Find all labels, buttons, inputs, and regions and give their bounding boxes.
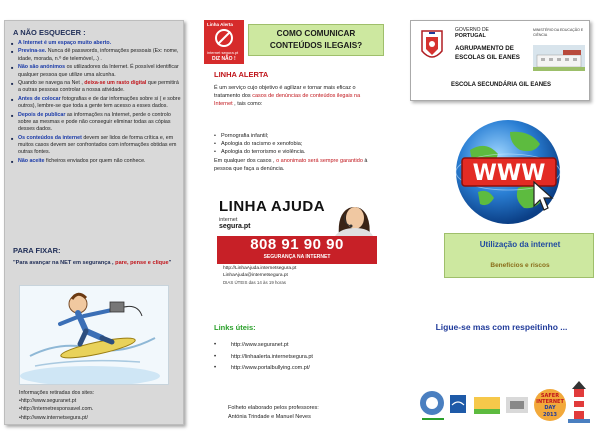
brochure-title: Utilização da internet	[479, 240, 561, 249]
prohibition-icon	[215, 29, 233, 47]
education-logo	[474, 397, 500, 414]
school-emblem-icon	[419, 27, 445, 67]
sources-title: Informações retiradas dos sites:	[19, 390, 95, 396]
middle-panel	[200, 0, 390, 447]
list-item: • Pornografia infantil;	[214, 132, 380, 140]
svg-text:SAFER: SAFER	[540, 393, 560, 399]
linha-ajuda-banner: LINHA AJUDA internet segura.pt 808 91 90 90 SEGURANÇA NA INTERNET http://LinhaAjuda.internetsegura.pt LinhaAjuda@internetsegura.pt DIAS ÚTEIS das 14 às 19 horas	[217, 196, 377, 294]
tip-item: ■ Previna-se. Nunca dê passwords, informações pessoais (Ex: nome, idade, morada, n.º de telemóvel,..) .	[11, 48, 181, 63]
tip-item: ■ A Internet é um espaço muito aberto.	[11, 40, 181, 47]
tip-item: ■ Não aceite ficheiros enviados por quem não conhece.	[11, 158, 181, 165]
school-header-card	[410, 20, 590, 101]
svg-text:2013: 2013	[543, 412, 557, 418]
school-building-image	[533, 45, 585, 71]
svg-text:DAY: DAY	[544, 405, 556, 411]
credit-line: Folheto elaborado pelos professores:	[228, 405, 319, 411]
illegal-content-list	[214, 132, 380, 157]
brochure-subtitle: Benefícios e riscos	[490, 262, 550, 269]
partner-logos	[414, 375, 599, 430]
linha-ajuda-title: LINHA AJUDA	[219, 198, 326, 215]
helpline-number[interactable]: 808 91 90 90	[250, 236, 344, 253]
source-link[interactable]: •http://internetresponsavel.com.	[19, 406, 94, 413]
tip-item: ■ Os conteúdos da internet devem ser lidos de forma crítica e, em muitos casos devem ser confrontados com informações obtidas em outras fontes.	[11, 135, 181, 157]
useful-link[interactable]: • http://linhaalerta.internetsegura.pt	[214, 352, 380, 364]
linha-alerta-title: LINHA ALERTA	[214, 70, 269, 79]
safer-internet-day-logo	[534, 389, 566, 421]
useful-link[interactable]: • http://www.portalbullying.com.pt/	[214, 363, 380, 375]
list-item: • Apologia do terrorismo e violência.	[214, 148, 380, 156]
seguranet-logo	[420, 391, 444, 419]
slogan: Ligue-se mas com respeitinho ...	[435, 322, 568, 332]
tip-item: ■ Quando se navega na Net , deixa-se um rasto digital que permitirá a outras pessoas controlar a nossa atividade.	[11, 80, 181, 95]
blue-logo	[450, 395, 466, 413]
linha-alerta-logo: Linha Alerta internet segura.pt DIZ NÃO !	[204, 20, 244, 64]
credit-names: Antónia Trindade e Manuel Neves	[228, 414, 311, 420]
agrupamento-line1: AGRUPAMENTO DE	[455, 45, 514, 52]
source-link[interactable]: •http://www.internetsegura.pt/	[19, 414, 88, 421]
lighthouse-logo	[568, 381, 590, 423]
communicate-box: COMO COMUNICAR CONTEÚDOS ILEGAIS?	[248, 24, 384, 56]
tips-list	[11, 40, 181, 166]
helpline-url[interactable]: http://LinhaAjuda.internetsegura.pt	[223, 266, 297, 271]
right-panel	[404, 0, 599, 447]
tip-item: ■ Não são anónimos os utilizadores da Internet. É possível identificar qualquer pessoa que utilize uma alcunha.	[11, 64, 181, 79]
anonymity-note: Em qualquer dos casos , o anonimato será sempre garantido à pessoa que faça a denúncia.	[214, 158, 368, 173]
left-panel	[4, 20, 184, 425]
tip-item: ■ Depois de publicar as informações na Internet, perde o controlo sobre as mesmas e pode não conseguir eliminar todas as cópias desses dados.	[11, 112, 181, 134]
www-globe-icon	[448, 110, 568, 230]
useful-links	[214, 340, 380, 375]
globe-www-text: WWW	[472, 161, 546, 186]
government-logo: GOVERNO DE PORTUGAL	[455, 27, 489, 39]
safety-quote: "Para avançar na NET em segurança , pare, pense e clique"	[13, 260, 172, 266]
source-link[interactable]: •http://www.seguranet.pt	[19, 398, 77, 404]
linha-alerta-intro: É um serviço cujo objetivo é agilizar e tornar mais eficaz o tratamento dos casos de denúncias de conteúdos ilegais na Internet , tais como:	[214, 85, 361, 108]
ministry-mini-logo	[506, 397, 528, 413]
operator-photo	[331, 196, 375, 236]
helpline-hours: DIAS ÚTEIS das 14 às 19 horas	[223, 280, 286, 285]
sources-list	[19, 398, 179, 423]
surfer-drawing	[20, 286, 169, 385]
svg-text:INTERNET: INTERNET	[536, 399, 564, 405]
heading-para-fixar: PARA FIXAR:	[13, 246, 61, 255]
linha-alerta-header	[204, 20, 386, 64]
list-item: • Apologia do racismo e xenofobia;	[214, 140, 380, 148]
links-title: Links úteis:	[214, 323, 256, 332]
school-name: ESCOLA SECUNDÁRIA GIL EANES	[450, 82, 552, 88]
title-box	[444, 233, 594, 278]
surfer-illustration	[19, 285, 169, 385]
useful-link[interactable]: • http://www.seguranet.pt	[214, 340, 380, 352]
tip-item: ■ Antes de colocar fotografias e de dar informações sobre si ( e sobre outros), lembre-se que toda a gente tem acesso a esses dados.	[11, 96, 181, 111]
helpline-email[interactable]: LinhaAjuda@internetsegura.pt	[223, 273, 288, 278]
heading-nao-esquecer: A NÃO ESQUECER :	[13, 28, 86, 37]
agrupamento-line2: ESCOLAS GIL EANES	[455, 54, 520, 61]
ministry-label: MINISTÉRIO DA EDUCAÇÃO E CIÊNCIA	[533, 28, 584, 37]
